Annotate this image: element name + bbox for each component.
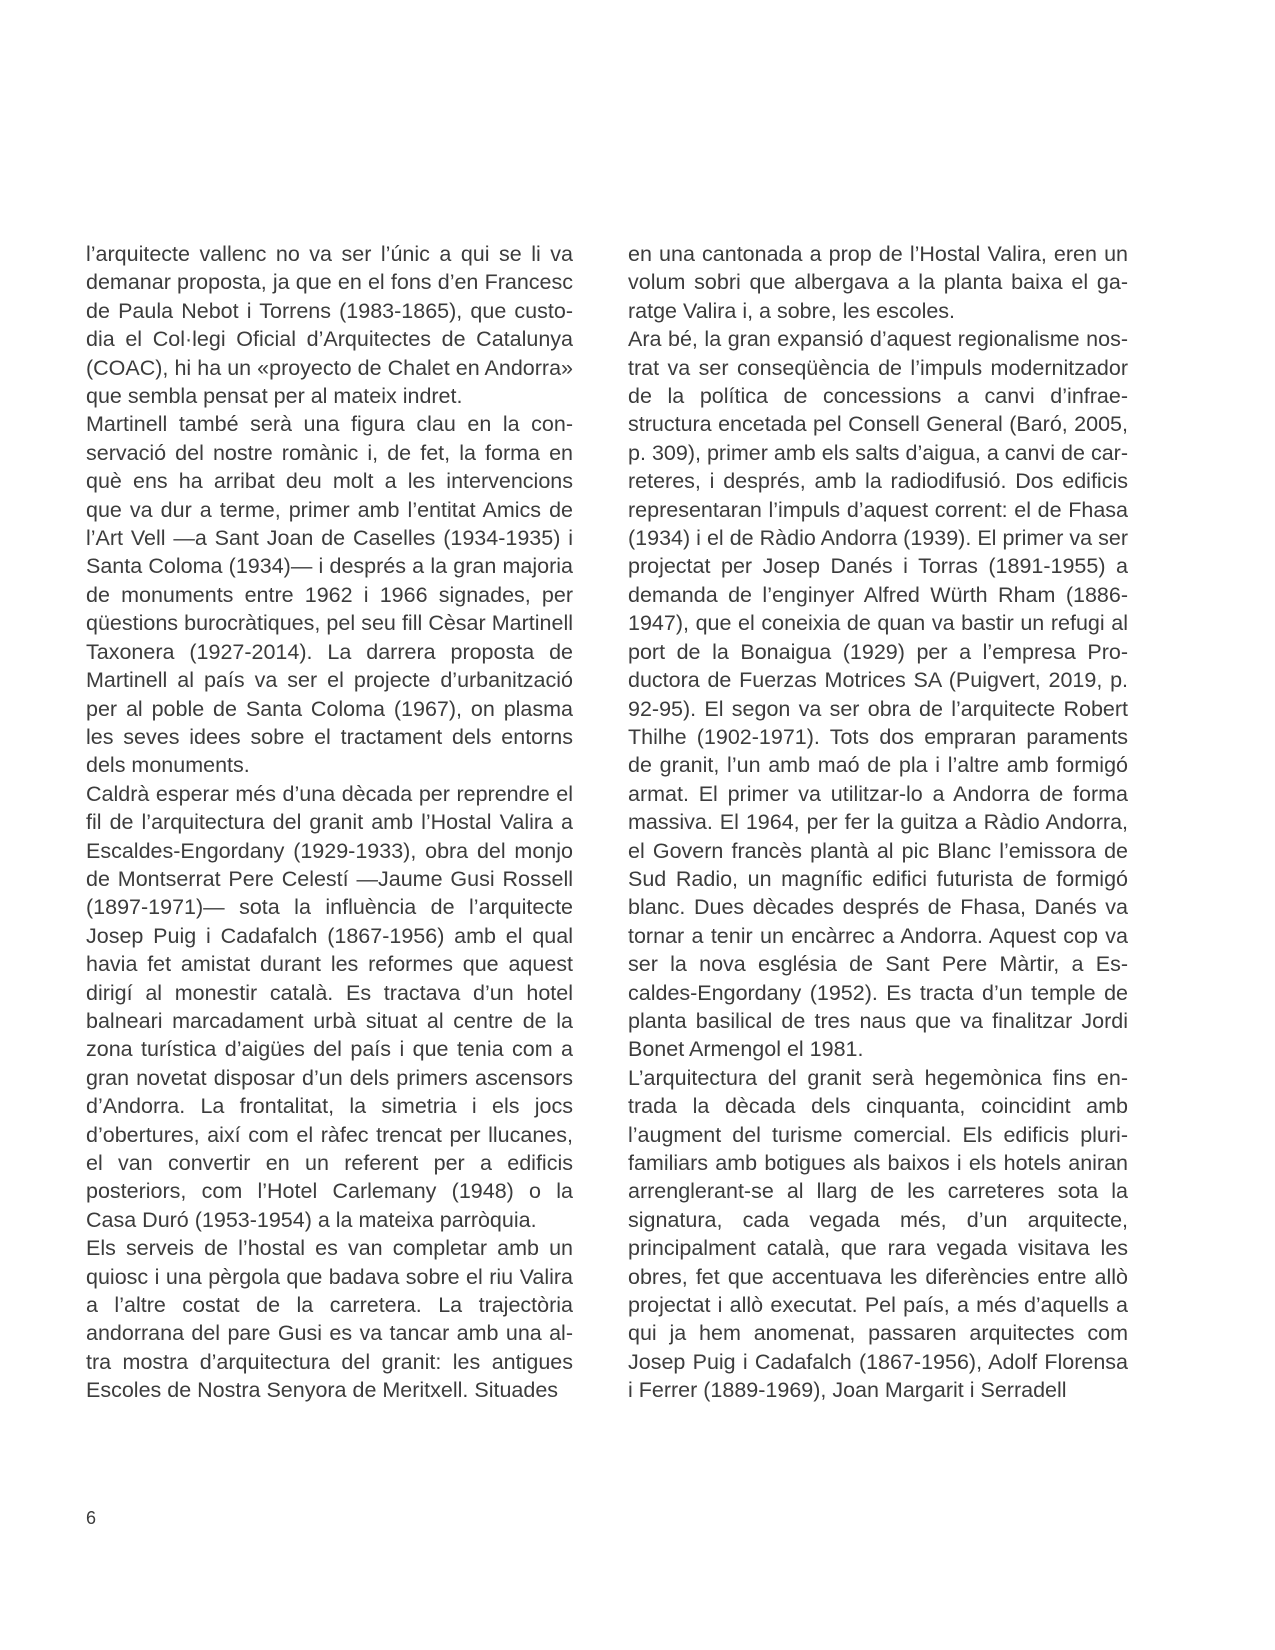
paragraph: Martinell també serà una figura clau en la conservació del nostre romànic i, de fet, la forma en què ens ha arribat deu molt a les intervencions que va dur a terme, primer amb l’entitat Amics de l’Art Vell —a Sant Joan de Caselles (1934-1935) i Santa Coloma (1934)— i després a la gran majoria de monuments entre 1962 i 1966 signades, per qüestions burocràtiques, pel seu fill Cèsar Martinell Taxonera (1927-2014). La darrera proposta de Martinell al país va ser el projecte d’urbanització per al poble de Santa Coloma (1967), on plasma les seves idees sobre el tractament dels entorns dels monuments. bbox=[86, 412, 573, 778]
paragraph: L’arquitectura del granit serà hegemònica fins entrada la dècada dels cinquanta, coincidint amb l’augment del turisme comercial. Els edificis plurifamiliars amb botigues als baixos i els hotels aniran arrenglerant-se al llarg de les carreteres sota la signatura, cada vegada més, d’un arquitecte, principalment català, que rara vegada visitava les obres, fet que accentuava les diferències entre allò projectat i allò executat. Pel país, a més d’aquells a qui ja hem anomenat, passaren arquitectes com Josep Puig i Cadafalch (1867-1956), Adolf Florensa i Ferrer (1889-1969), Joan Margarit i Serradell bbox=[628, 1065, 1128, 1403]
paragraph: en una cantonada a prop de l’Hostal Valira, eren un volum sobri que albergava a la planta baixa el garatge Valira i, a sobre, les escoles. bbox=[628, 242, 1128, 323]
paragraph: Ara bé, la gran expansió d’aquest regionalisme nostrat va ser conseqüència de l’impuls modernitzador de la política de concessions a canvi d’infraestructura encetada pel Consell General (Baró, 2005, p. 309), primer amb els salts d’aigua, a canvi de carreteres, i després, amb la radiodifusió. Dos edificis representaran l’impuls d’aquest corrent: el de Fhasa (1934) i el de Ràdio Andorra (1939). El primer va ser projectat per Josep Danés i Torras (1891-1955) a demanda de l’enginyer Alfred Würth Rham (1886-1947), que el coneixia de quan va bastir un refugi al port de la Bonaigua (1929) per a l’empresa Productora de Fuerzas Motrices SA (Puigvert, 2019, p. 92-95). El segon va ser obra de l’arquitecte Robert Thilhe (1902-1971). Tots dos empraran paraments de granit, l’un amb maó de pla i l’altre amb formigó armat. El primer va utilitzar-lo a Andorra de forma massiva. El 1964, per fer la guitza a Ràdio Andorra, el Govern francès plantà al pic Blanc l’emissora de Sud Radio, un magnífic edifici futurista de formigó blanc. Dues dècades després de Fhasa, Danés va tornar a tenir un encàrrec a Andorra. Aquest cop va ser la nova església de Sant Pere Màrtir, a Escaldes-Engordany (1952). Es tracta d’un temple de planta basilical de tres naus que va finalitzar Jordi Bonet Armengol el 1981. bbox=[628, 327, 1128, 1062]
paragraph: Caldrà esperar més d’una dècada per reprendre el fil de l’arquitectura del granit amb l’Hostal Valira a Escaldes-Engordany (1929-1933), obra del monjo de Montserrat Pere Celestí —Jaume Gusi Rossell (1897-1971)— sota la influència de l’arquitecte Josep Puig i Cadafalch (1867-1956) amb el qual havia fet amistat durant les reformes que aquest dirigí al monestir català. Es tractava d’un hotel balneari marcadament urbà situat al centre de la zona turística d’aigües del país i que tenia com a gran novetat disposar d’un dels primers ascensors d’Andorra. La frontalitat, la simetria i els jocs d’obertures, així com el ràfec trencat per llucanes, el van convertir en un referent per a edificis posteriors, com l’Hotel Carlemany (1948) o la Casa Duró (1953-1954) a la mateixa parròquia. bbox=[86, 781, 573, 1232]
right-text-column bbox=[628, 240, 1128, 1405]
page-number: 6 bbox=[86, 1508, 97, 1528]
paragraph: Els serveis de l’hostal es van completar amb un quiosc i una pèrgola que badava sobre el riu Valira a l’altre costat de la carretera. La trajectòria andorrana del pare Gusi es va tancar amb una altra mostra d’arquitectura del granit: les antigues Escoles de Nostra Senyora de Meritxell. Situades bbox=[86, 1236, 573, 1403]
paragraph: l’arquitecte vallenc no va ser l’únic a qui se li va demanar proposta, ja que en el fons d’en Francesc de Paula Nebot i Torrens (1983-1865), que custodia el Col·legi Oficial d’Arquitectes de Catalunya (COAC), hi ha un «proyecto de Chalet en Andorra» que sembla pensat per al mateix indret. bbox=[86, 242, 573, 409]
left-text-column bbox=[86, 240, 573, 1405]
